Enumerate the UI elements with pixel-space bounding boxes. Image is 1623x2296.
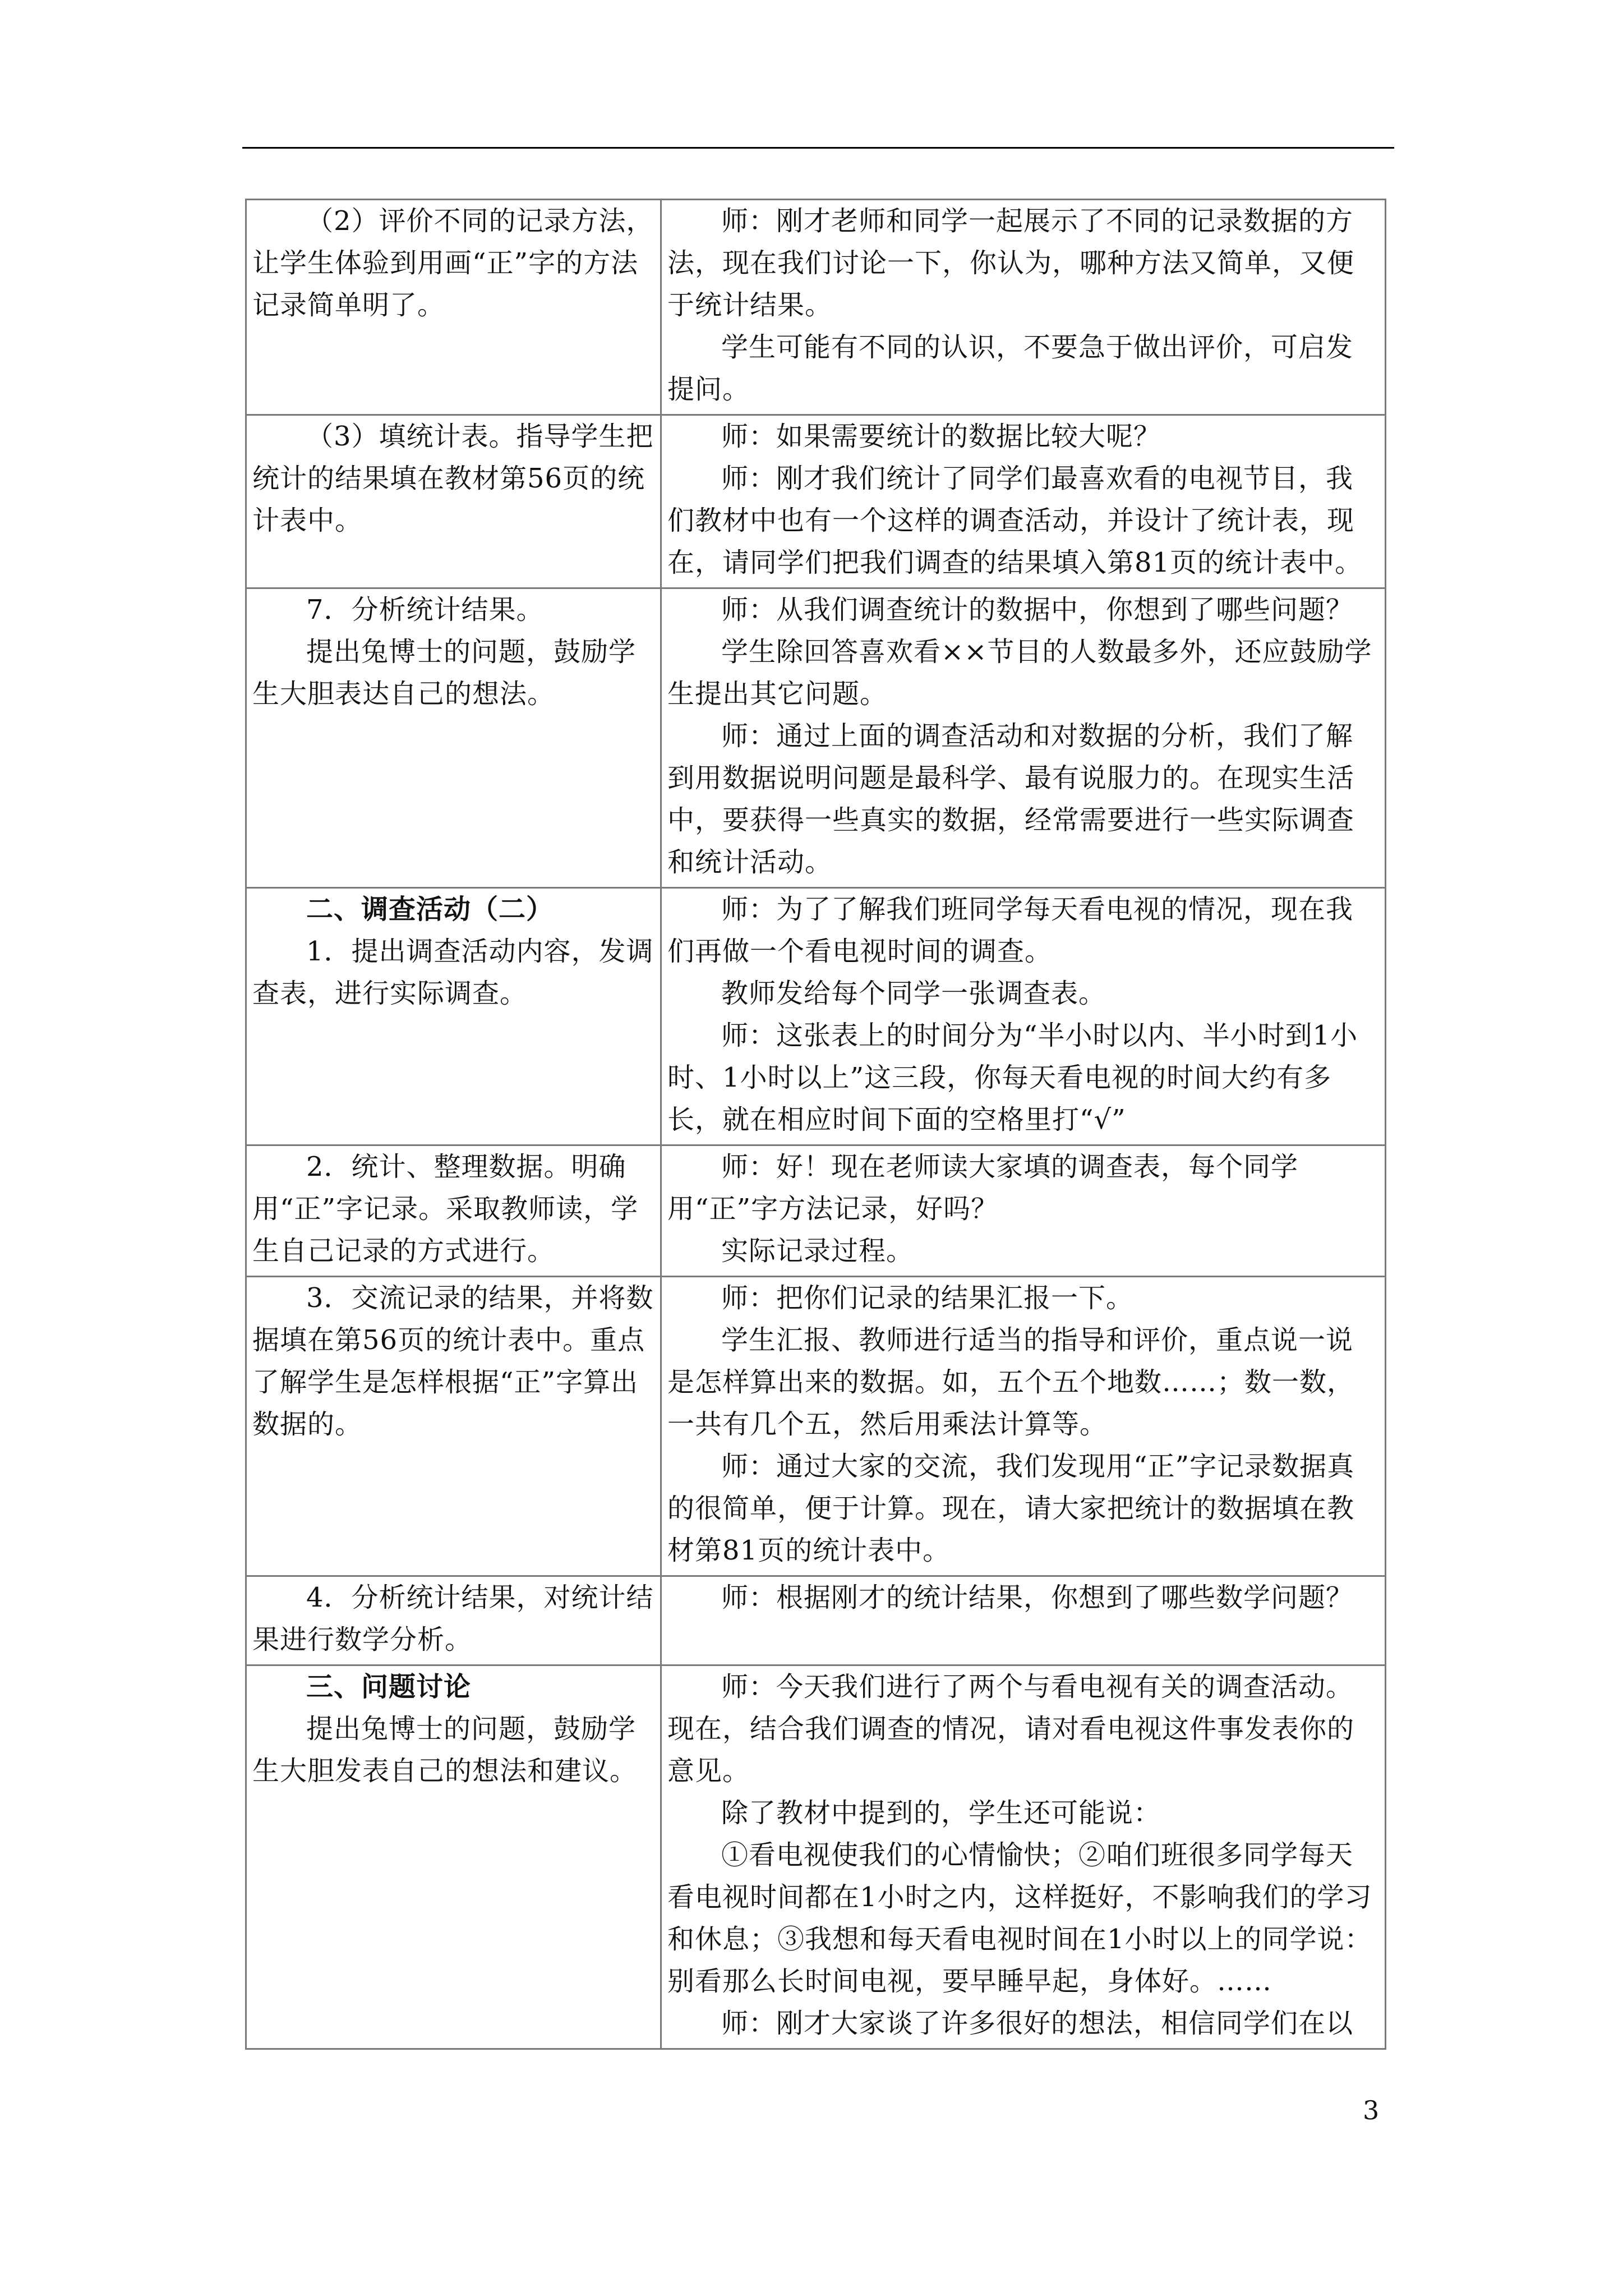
dialogue-cell — [661, 1277, 1386, 1576]
paragraph: 师：刚才大家谈了许多很好的想法，相信同学们在以 — [721, 2008, 1354, 2039]
table-row — [246, 200, 1386, 415]
paragraph: 学生除回答喜欢看××节目的人数最多外，还应鼓励学生提出其它问题。 — [667, 636, 1372, 710]
paragraph: 教师发给每个同学一张调查表。 — [721, 978, 1106, 1009]
section-heading: 三、问题讨论 — [306, 1671, 472, 1703]
dialogue-cell — [661, 415, 1386, 588]
paragraph: 师：为了了解我们班同学每天看电视的情况，现在我们再做一个看电视时间的调查。 — [667, 894, 1354, 967]
table-row — [246, 415, 1386, 588]
paragraph: 1．提出调查活动内容，发调查表，进行实际调查。 — [252, 936, 654, 1009]
paragraph: 师：刚才老师和同学一起展示了不同的记录数据的方法，现在我们讨论一下，你认为，哪种方法又简单，又便于统计结果。 — [667, 205, 1355, 321]
paragraph: 提出兔博士的问题，鼓励学生大胆表达自己的想法。 — [252, 636, 637, 710]
paragraph: 师：从我们调查统计的数据中，你想到了哪些问题？ — [721, 594, 1354, 625]
dialogue-cell — [661, 1576, 1386, 1665]
paragraph: 师：好！现在老师读大家填的调查表，每个同学用“正”字方法记录，好吗？ — [667, 1151, 1299, 1225]
activity-cell — [246, 588, 661, 888]
paragraph: 师：今天我们进行了两个与看电视有关的调查活动。现在，结合我们调查的情况，请对看电视这件事发表你的意见。 — [667, 1671, 1355, 1787]
page-number: 3 — [1363, 2095, 1380, 2125]
header-rule — [242, 147, 1394, 149]
table-row — [246, 1145, 1386, 1277]
dialogue-cell — [661, 1145, 1386, 1277]
lesson-plan-table — [245, 199, 1386, 2050]
activity-cell — [246, 1145, 661, 1277]
table-row — [246, 1665, 1386, 2049]
activity-cell — [246, 200, 661, 415]
table-row — [246, 1277, 1386, 1576]
paragraph: 师：如果需要统计的数据比较大呢？ — [721, 421, 1161, 452]
paragraph: 师：根据刚才的统计结果，你想到了哪些数学问题？ — [721, 1582, 1354, 1613]
dialogue-cell — [661, 588, 1386, 888]
paragraph: 实际记录过程。 — [721, 1235, 914, 1267]
paragraph: 提出兔博士的问题，鼓励学生大胆发表自己的想法和建议。 — [252, 1713, 638, 1787]
paragraph: 学生汇报、教师进行适当的指导和评价，重点说一说是怎样算出来的数据。如，五个五个地数……；数一数，一共有几个五，然后用乘法计算等。 — [667, 1324, 1355, 1440]
paragraph: 3．交流记录的结果，并将数据填在第56页的统计表中。重点了解学生是怎样根据“正”字算出数据的。 — [252, 1282, 654, 1440]
paragraph: （3）填统计表。指导学生把统计的结果填在教材第56页的统计表中。 — [252, 421, 654, 536]
table-row — [246, 588, 1386, 888]
table-row — [246, 888, 1386, 1145]
paragraph: （2）评价不同的记录方法，让学生体验到用画“正”字的方法记录简单明了。 — [252, 205, 654, 321]
paragraph: 4．分析统计结果，对统计结果进行数学分析。 — [252, 1582, 654, 1655]
dialogue-cell — [661, 1665, 1386, 2049]
paragraph: 除了教材中提到的，学生还可能说： — [721, 1797, 1161, 1829]
paragraph: 师：刚才我们统计了同学们最喜欢看的电视节目，我们教材中也有一个这样的调查活动，并设计了统计表，现在，请同学们把我们调查的结果填入第81页的统计表中。 — [667, 463, 1363, 578]
paragraph: 2．统计、整理数据。明确用“正”字记录。采取教师读，学生自己记录的方式进行。 — [252, 1151, 639, 1267]
paragraph: 师：把你们记录的结果汇报一下。 — [721, 1282, 1134, 1314]
dialogue-cell — [661, 888, 1386, 1145]
table-row — [246, 1576, 1386, 1665]
paragraph: 学生可能有不同的认识，不要急于做出评价，可启发提问。 — [667, 332, 1354, 405]
paragraph: 师：通过上面的调查活动和对数据的分析，我们了解到用数据说明问题是最科学、最有说服力的。在现实生活中，要获得一些真实的数据，经常需要进行一些实际调查和统计活动。 — [667, 720, 1355, 878]
activity-cell — [246, 1576, 661, 1665]
paragraph: 师：通过大家的交流，我们发现用“正”字记录数据真的很简单，便于计算。现在，请大家把统计的数据填在教材第81页的统计表中。 — [667, 1451, 1355, 1566]
activity-cell — [246, 1277, 661, 1576]
paragraph: ①看电视使我们的心情愉快；②咱们班很多同学每天看电视时间都在1小时之内，这样挺好，不影响我们的学习和休息；③我想和每天看电视时间在1小时以上的同学说：别看那么长时间电视，要早睡早起，身体好。…… — [667, 1839, 1372, 1997]
paragraph: 师：这张表上的时间分为“半小时以内、半小时到1小时、1小时以上”这三段，你每天看电视的时间大约有多长，就在相应时间下面的空格里打“√” — [667, 1020, 1358, 1135]
paragraph: 7．分析统计结果。 — [306, 594, 544, 625]
activity-cell — [246, 1665, 661, 2049]
activity-cell — [246, 415, 661, 588]
dialogue-cell — [661, 200, 1386, 415]
section-heading: 二、调查活动（二） — [306, 894, 554, 925]
activity-cell — [246, 888, 661, 1145]
